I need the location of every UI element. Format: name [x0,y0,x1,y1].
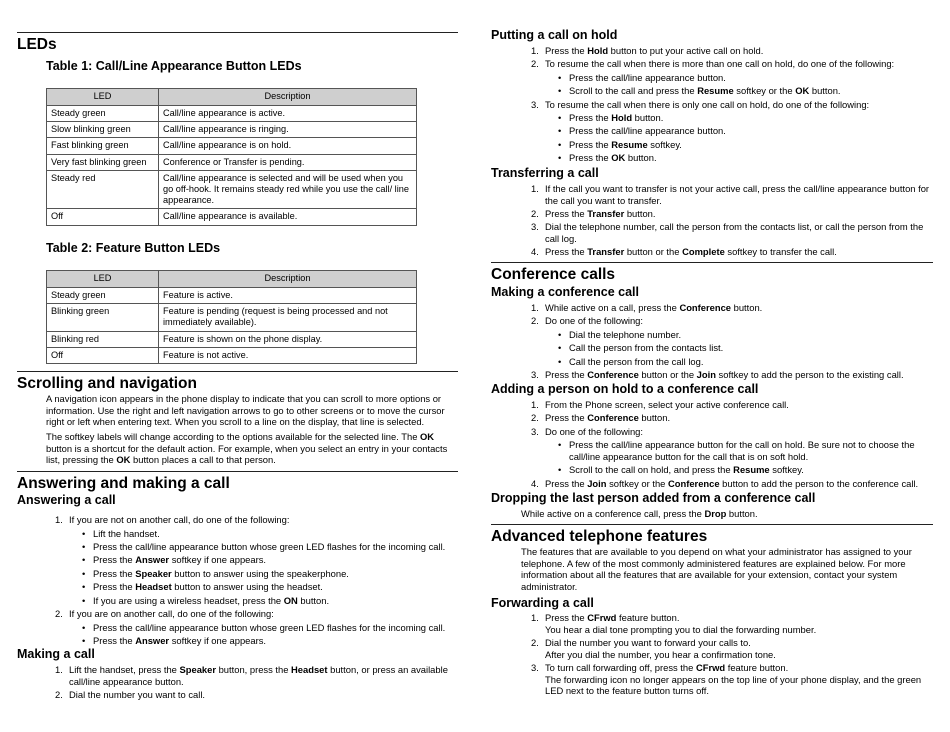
make-conference-subheading: Making a conference call [491,285,639,299]
list-item: 2. Press the Conference button. [531,412,671,424]
section-rule [491,524,933,525]
list-item: 1. If you are not on another call, do one of the following: [55,514,290,525]
list-item: • Press the Answer softkey if one appears. [82,634,267,646]
list-item: • Dial the telephone number. [558,328,682,340]
table1 [46,88,417,226]
list-item-detail: The forwarding icon no longer appears on the top line of your phone display, and the green LED next to the feature button turns off. [545,673,922,697]
advanced-features-heading: Advanced telephone features [491,528,708,545]
table-cell: Call/line appearance is selected and will be used when you go off-hook. It remains steady red while you use the call/ line appearance. [159,170,417,209]
list-item: 1. Press the Hold button to put your active call on hold. [531,45,764,56]
list-item: 3. To turn call forwarding off, press the CFrwd feature button. [531,661,789,673]
list-item: 1. If the call you want to transfer is not your active call, press the call/line appearance button for the call you want to transfer. [531,183,930,206]
add-hold-options [558,439,933,476]
table-cell: Steady red [47,170,159,209]
table2-header-description: Description [159,271,417,288]
leds-heading: LEDs [17,36,57,53]
scrolling-paragraph-2: The softkey labels will change according to the options available for the selected line. The OK button is a shortcut for the default action. For example, when you select an entry in your contacts list, pressing the OK button places a call to that person. [46,431,448,466]
list-item: • Press the call/line appearance button whose green LED flashes for the incoming call. [82,621,446,633]
list-item: • Call the person from the call log. [558,355,704,367]
list-item: • Press the Resume softkey. [558,138,682,150]
list-item: • Call the person from the contacts list. [558,342,724,354]
list-item: • Press the call/line appearance button for the call on hold. Be sure not to choose the call/line appearance button for the call that is on soft hold. [558,439,915,462]
add-hold-subheading: Adding a person on hold to a conference call [491,382,759,396]
list-item: • Press the Speaker button to answer using the speakerphone. [82,567,349,579]
table-cell: Steady green [47,106,159,122]
list-item: 3. Do one of the following: [531,425,643,437]
list-item: • If you are using a wireless headset, press the ON button. [82,594,330,606]
table-cell: Fast blinking green [47,138,159,154]
list-item-detail: After you dial the number, you hear a confirmation tone. [545,648,776,660]
table-cell: Off [47,209,159,225]
table2-header-row [47,271,417,288]
answering-steps [55,514,458,647]
table-cell: Feature is active. [159,288,417,304]
table1-title: Table 1: Call/Line Appearance Button LEDs [46,59,302,73]
section-rule [491,262,933,263]
making-steps [55,664,458,701]
table2-title: Table 2: Feature Button LEDs [46,241,221,255]
section-rule [17,32,458,33]
table-cell: Feature is shown on the phone display. [159,331,417,347]
table1-header-led: LED [47,89,159,106]
table-row [47,138,417,154]
table-cell: Feature is not active. [159,347,417,363]
table-row [47,347,417,363]
table-row [47,209,417,225]
transfer-heading: Transferring a call [491,166,599,180]
conference-options [558,328,933,367]
table-cell: Call/line appearance is on hold. [159,138,417,154]
section-rule [17,471,458,472]
table-row [47,170,417,209]
conference-heading: Conference calls [491,266,616,283]
forwarding-subheading: Forwarding a call [491,596,594,610]
table-cell: Very fast blinking green [47,154,159,170]
list-item: 1. While active on a call, press the Conference button. [531,302,763,313]
scrolling-paragraph-1: A navigation icon appears in the phone display to indicate that you can scroll to more options or information. Use the right and left navigation arrows to go to other screens or to move the cursor right or left when entering text. When you scroll to a line on the display, that line is selected. [46,393,445,428]
making-subheading: Making a call [17,647,95,661]
forwarding-steps [531,612,933,697]
list-item: • Press the Headset button to answer using the headset. [82,581,323,593]
list-item: • Press the call/line appearance button. [558,125,726,137]
table-cell: Feature is pending (request is being processed and not immediately available). [159,304,417,331]
table-cell: Off [47,347,159,363]
drop-subheading: Dropping the last person added from a conference call [491,491,816,505]
list-item: 4. Press the Join softkey or the Conference button to add the person to the conference call. [531,477,919,489]
table-cell: Call/line appearance is available. [159,209,417,225]
table-row [47,288,417,304]
table-row [47,154,417,170]
table-cell: Steady green [47,288,159,304]
list-item: • Scroll to the call on hold, and press the Resume softkey. [558,464,804,476]
table-cell: Call/line appearance is active. [159,106,417,122]
list-item: 2. If you are on another call, do one of the following: [55,607,274,619]
table-row [47,106,417,122]
table-cell: Blinking green [47,304,159,331]
table1-header-row [47,89,417,106]
transfer-steps [531,183,933,258]
list-item: • Press the Answer softkey if one appears. [82,554,267,566]
table-row [47,331,417,347]
list-item: 2. Do one of the following: [531,315,643,327]
list-item: 2. To resume the call when there is more than one call on hold, do one of the following: [531,58,895,70]
list-item: 3. Press the Conference button or the Join softkey to add the person to the existing call. [531,368,904,380]
list-item-detail: You hear a dial tone prompting you to dial the forwarding number. [545,623,817,635]
answering-subheading: Answering a call [17,493,116,507]
table-row [47,304,417,331]
list-item: 2. Dial the number you want to call. [55,688,206,700]
list-item: 1. Press the CFrwd feature button. [531,612,680,623]
add-hold-steps [531,399,933,489]
hold-options-3 [558,111,933,164]
table-row [47,122,417,138]
table-cell: Slow blinking green [47,122,159,138]
answering-options-1 [82,527,458,607]
answering-options-2 [82,621,458,647]
section-rule [17,371,458,372]
list-item: • Press the call/line appearance button whose green LED flashes for the incoming call. [82,540,446,552]
conference-steps [531,302,933,381]
list-item: • Press the OK button. [558,152,657,164]
list-item: 3. To resume the call when there is only one call on hold, do one of the following: [531,98,870,110]
table-cell: Blinking red [47,331,159,347]
hold-heading: Putting a call on hold [491,28,618,42]
answering-making-heading: Answering and making a call [17,475,230,492]
scrolling-heading: Scrolling and navigation [17,375,197,392]
list-item: • Lift the handset. [82,527,160,539]
table-cell: Conference or Transfer is pending. [159,154,417,170]
list-item: 2. Dial the number you want to forward your calls to. [531,636,751,648]
list-item: 4. Press the Transfer button or the Complete softkey to transfer the call. [531,246,837,258]
list-item: 3. Dial the telephone number, call the person from the contacts list, or call the person from the call log. [531,221,924,244]
table2-header-led: LED [47,271,159,288]
list-item: • Scroll to the call and press the Resume softkey or the OK button. [558,85,841,97]
list-item: • Press the call/line appearance button. [558,71,726,83]
table1-header-description: Description [159,89,417,106]
list-item: • Press the Hold button. [558,111,664,123]
advanced-features-paragraph: The features that are available to you depend on what your administrator has assigned to your telephone. A few of the most commonly administered features are explained below. For more information about all the features that are available for your extension, contact your system administrator. [521,546,912,592]
list-item: 1. From the Phone screen, select your active conference call. [531,399,789,410]
list-item: 2. Press the Transfer button. [531,207,656,219]
hold-options-2 [558,71,933,97]
drop-paragraph: While active on a conference call, press the Drop button. [521,508,758,519]
table2 [46,270,417,364]
list-item: 1. Lift the handset, press the Speaker button, press the Headset button, or press an available call/line appearance button. [55,664,448,687]
hold-steps [531,45,933,164]
table-cell: Call/line appearance is ringing. [159,122,417,138]
